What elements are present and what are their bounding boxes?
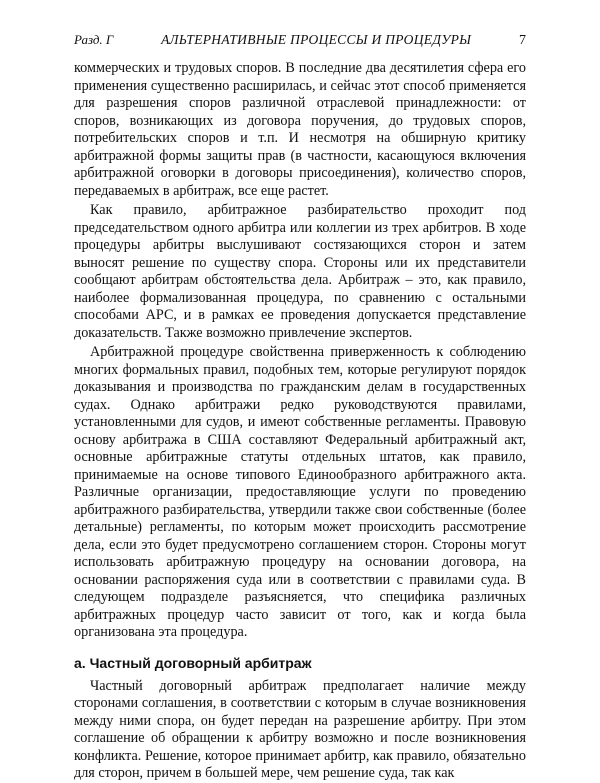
running-header [74, 32, 526, 49]
paragraph-3: Арбитражной процедуре свойственна приверженность к соблюдению многих формальных правил, подобных тем, которые регулируют порядок доказывания и производства по гражданским делам в государственных судах. Однако арбитражи редко руководствуются правилами, установленными для судов, и имеют собственные регламенты. Правовую основу арбитража в США составляют Федеральный арбитражный акт, основные арбитражные статуты отдельных штатов, как правило, принимаемые на основе типового Единообразного арбитражного акта. Различные организации, предоставляющие услуги по проведению арбитражного разбирательства, утвердили также свои собственные (более детальные) регламенты, по которым может происходить рассмотрение дела, если это будет предусмотрено соглашением сторон. Стороны могут использовать арбитражную процедуру на основании договора, на основании распоряжения суда или в соответствии с правилами суда. В следующем подразделе разъясняется, что специфика различных арбитражных процедур часто зависит от того, как и когда была организована эта процедура. [74, 344, 526, 640]
paragraph-4: Частный договорный арбитраж предполагает наличие между сторонами соглашения, в соответствии с которым в случае возникновения между ними спора, он будет передан на разрешение арбитру. При этом соглашение об обращении к арбитру возможно и после возникновения конфликта. Решение, которое принимает арбитр, как правило, обязательно для сторон, причем в большей мере, чем решение суда, так как [74, 677, 526, 781]
page-number: 7 [518, 33, 526, 48]
paragraph-2: Как правило, арбитражное разбирательство проходит под председательством одного арбитра или коллегии из трех арбитров. В ходе процедуры арбитры выслушивают состязающихся сторон и затем выносят решение по существу спора. Стороны или их представители сообщают арбитрам обстоятельства дела. Арбитраж – это, как правило, наиболее формализованная процедура, по сравнению с остальными способами АРС, и в рамках ее проведения допускается представление доказательств. Также возможно привлечение экспертов. [74, 202, 526, 341]
paragraph-1: коммерческих и трудовых споров. В последние два десятилетия сфера его применения существенно расширилась, и сейчас этот способ применяется для разрешения споров различной отраслевой принадлежности: от споров, возникающих из договора поручения, до трудовых споров, потребительских споров и т.п. И несмотря на обширную критику арбитражной формы защиты прав (в частности, касающуюся включения арбитражной оговорки в договоры присоединения), количество споров, передаваемых в арбитраж, все еще растет. [74, 60, 526, 199]
section-label: Разд. Г [74, 32, 114, 47]
section-heading: а. Частный договорный арбитраж [74, 654, 312, 671]
document-page [74, 32, 526, 783]
running-title: АЛЬТЕРНАТИВНЫЕ ПРОЦЕССЫ И ПРОЦЕДУРЫ [161, 32, 472, 47]
